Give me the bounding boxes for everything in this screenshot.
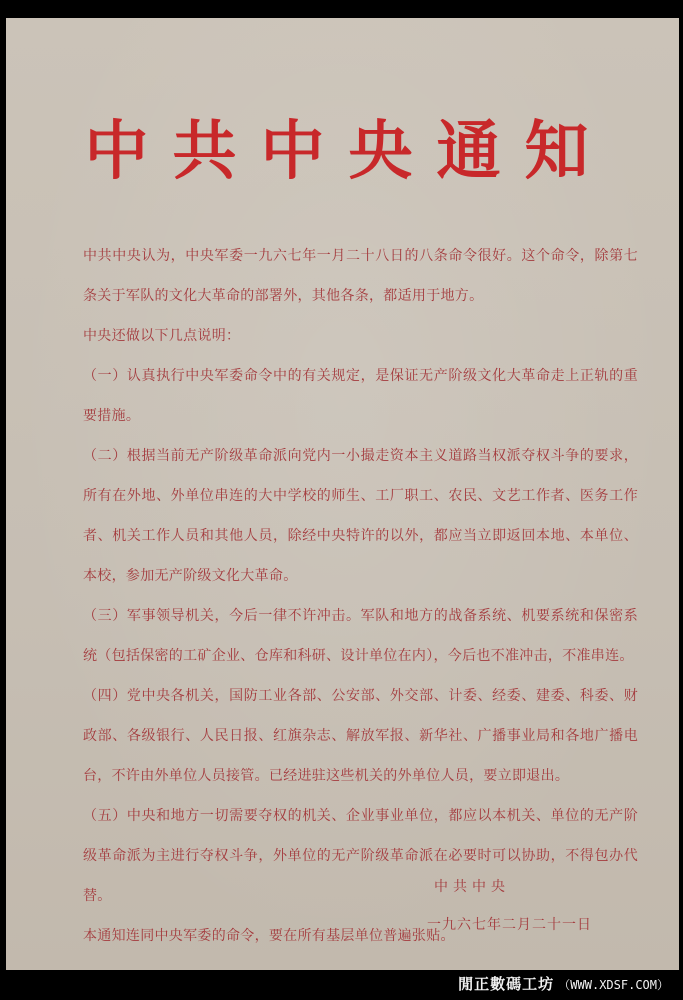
watermark-name: 閒正數碼工坊 bbox=[458, 975, 555, 993]
paragraph-point-2: （二）根据当前无产阶级革命派向党内一小撮走资本主义道路当权派夺权斗争的要求，所有在外地、外单位串连的大中学校的师生、工厂职工、农民、文艺工作者、医务工作者、机关工作人员和其他人员，除经中央特许的以外，都应当立即返回本地、本单位、本校，参加无产阶级文化大革命。 bbox=[83, 448, 638, 584]
paragraph-closing: 本通知连同中央军委的命令，要在所有基层单位普遍张贴。 bbox=[83, 928, 455, 944]
paragraph-point-5: （五）中央和地方一切需要夺权的机关、企业事业单位，都应以本机关、单位的无产阶级革命派为主进行夺权斗争，外单位的无产阶级革命派在必要时可以协助，不得包办代替。 bbox=[83, 808, 638, 904]
paragraph-point-4: （四）党中央各机关，国防工业各部、公安部、外交部、计委、经委、建委、科委、财政部、各级银行、人民日报、红旗杂志、解放军报、新华社、广播事业局和各地广播电台，不许由外单位人员接管。已经进驻这些机关的外单位人员，要立即退出。 bbox=[83, 688, 638, 784]
paragraph-intro: 中共中央认为，中央军委一九六七年一月二十八日的八条命令很好。这个命令，除第七条关于军队的文化大革命的部署外，其他各条，都适用于地方。 bbox=[83, 248, 638, 304]
paragraph-point-1: （一）认真执行中央军委命令中的有关规定，是保证无产阶级文化大革命走上正轨的重要措施。 bbox=[83, 368, 638, 424]
signature-date: 一九六七年二月二十一日 bbox=[427, 917, 592, 933]
watermark-url: （WWW.XDSF.COM） bbox=[558, 978, 669, 992]
document-body bbox=[83, 236, 638, 956]
watermark bbox=[458, 973, 669, 994]
signature-organization: 中共中央 bbox=[434, 879, 510, 895]
document-title: 中共中央通知 bbox=[84, 114, 613, 189]
paragraph-explanation-lead: 中央还做以下几点说明： bbox=[83, 328, 241, 344]
paragraph-point-3: （三）军事领导机关，今后一律不许冲击。军队和地方的战备系统、机要系统和保密系统（包括保密的工矿企业、仓库和科研、设计单位在内），今后也不准冲击，不准串连。 bbox=[83, 608, 638, 664]
